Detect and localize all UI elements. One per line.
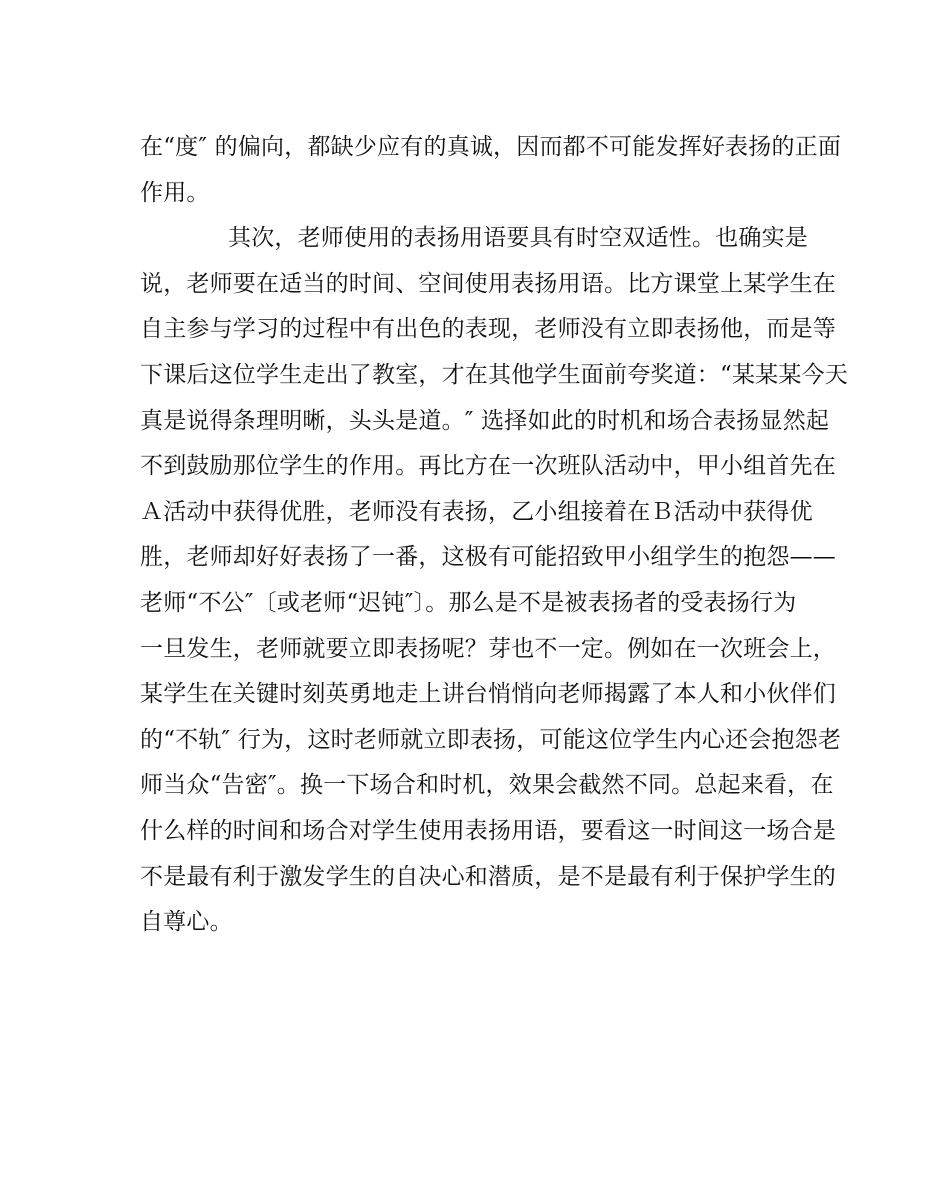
text-line: 在“度″ 的偏向，都缺少应有的真诚，因而都不可能发挥好表扬的正面 — [140, 134, 842, 160]
paragraph-first-line: 其次，老师使用的表扬用语要具有时空双适性。也确实是 — [228, 225, 808, 252]
text-line: 下课后这位学生走出了教室，才在其他学生面前夸奖道：“某某某今天 — [140, 361, 848, 388]
text-line: 真是说得条理明晰，头头是道。″ 选择如此的时机和场合表扬显然起 — [140, 407, 830, 434]
text-line: 一旦发生，老师就要立即表扬呢？芽也不一定。例如在一次班会上， — [140, 635, 836, 662]
text-line: 自尊心。 — [140, 909, 233, 936]
text-line: 说，老师要在适当的时间、空间使用表扬用语。比方课堂上某学生在 — [140, 270, 836, 297]
body-text — [140, 125, 848, 946]
text-line: Ａ活动中获得优胜，老师没有表扬，乙小组接着在Ｂ活动中获得优 — [140, 498, 813, 525]
text-line: 不到鼓励那位学生的作用。再比方在一次班队活动中，甲小组首先在 — [140, 453, 836, 480]
text-line: 胜，老师却好好表扬了一番，这极有可能招致甲小组学生的抱怨—— — [140, 544, 836, 571]
text-line: 的“不轨″ 行为，这时老师就立即表扬，可能这位学生内心还会抱怨老 — [140, 726, 842, 753]
text-line: 什么样的时间和场合对学生使用表扬用语，要看这一时间这一场合是 — [140, 817, 836, 844]
text-line: 师当众“告密″。换一下场合和时机，效果会截然不同。总起来看，在 — [140, 772, 834, 799]
text-line: 某学生在关键时刻英勇地走上讲台悄悄向老师揭露了本人和小伙伴们 — [140, 681, 836, 708]
text-line: 不是最有利于激发学生的自决心和潜质，是不是最有利于保护学生的 — [140, 863, 836, 890]
text-line: 老师“不公″〔或老师“迟钝″〕。那么是不是被表扬者的受表扬行为 — [140, 589, 797, 616]
text-line: 自主参与学习的过程中有出色的表现，老师没有立即表扬他，而是等 — [140, 316, 836, 343]
text-line: 作用。 — [140, 179, 210, 206]
